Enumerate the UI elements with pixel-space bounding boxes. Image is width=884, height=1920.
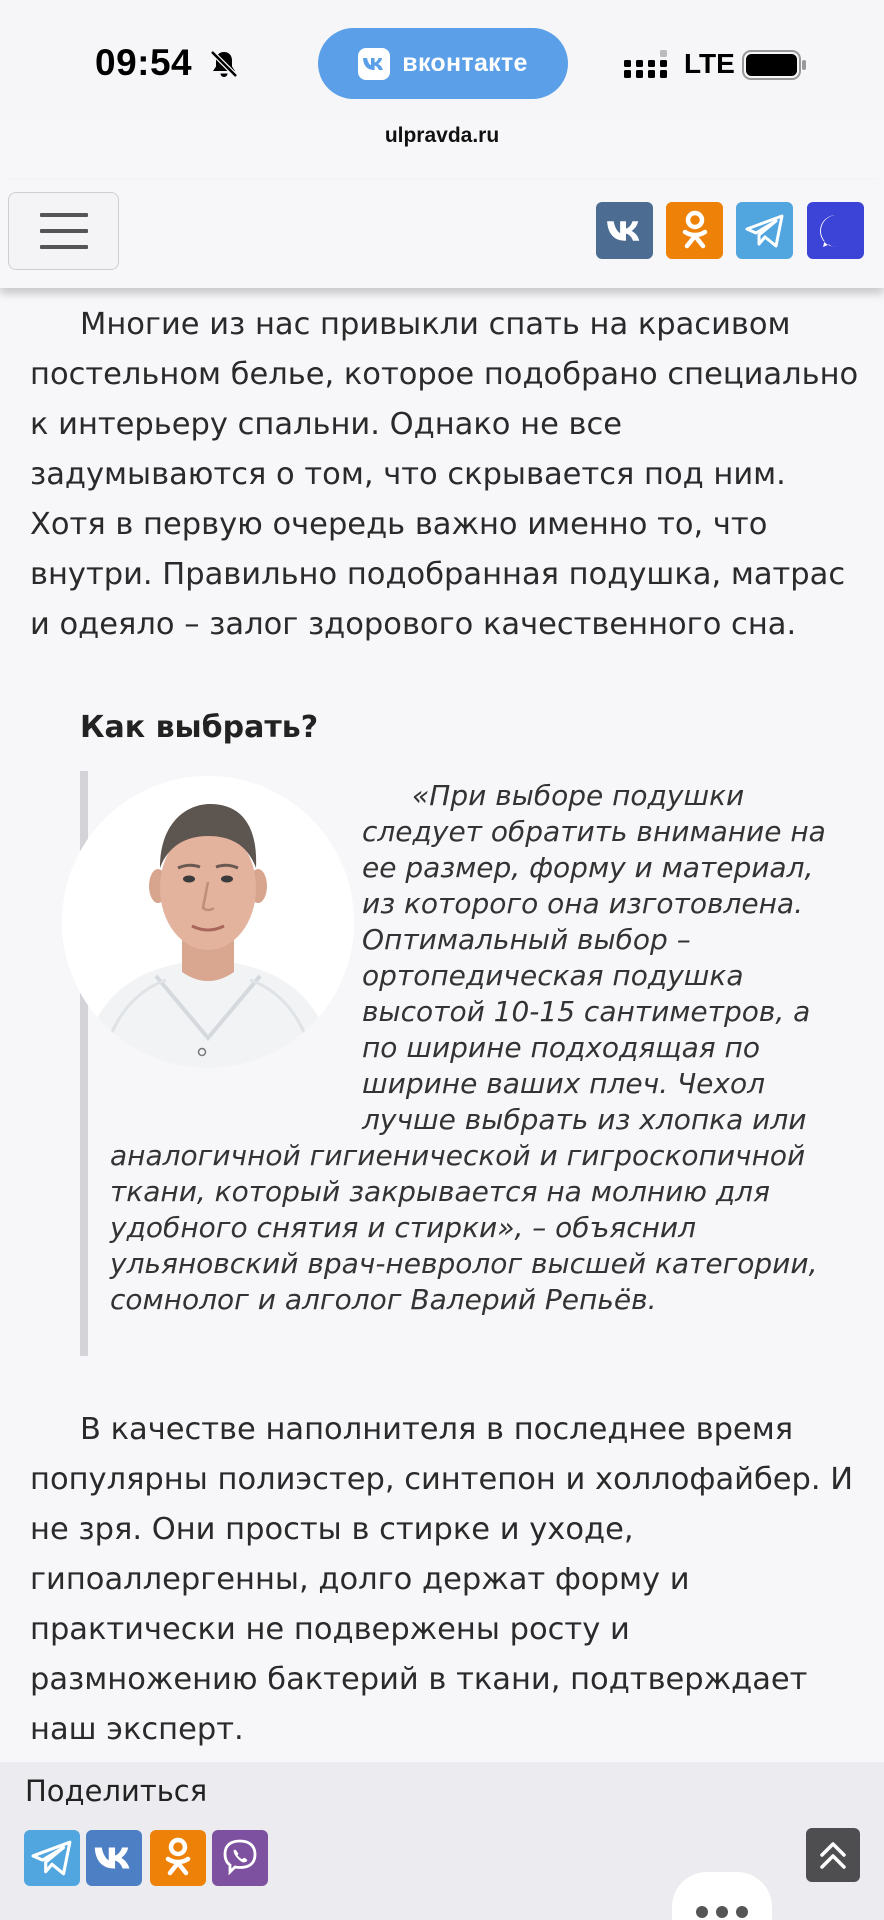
share-viber-button[interactable] [212, 1830, 268, 1886]
double-chevron-up-icon [817, 1839, 849, 1871]
blockquote-text: «При выборе подушки следует обратить внимание на ее размер, форму и материал, из которого она изготовлена. Оптимальный выбор – ортопедическая подушка высотой 10-15 сантиметров, а по ширине подходящая по ширине ваших плеч. Чехол лучше выбрать из хлопка или аналогичной гигиенической и гигроскопичной ткани, который закрывается на молнию для удобного снятия и стирки», – объяснил ульяновский врач-невролог высшей категории, сомнолог и алголог Валерий Репьёв. [110, 779, 826, 1316]
ok-social-link[interactable] [666, 202, 723, 259]
viber-icon [218, 1836, 262, 1880]
vk-social-link[interactable] [596, 202, 653, 259]
share-ok-button[interactable] [150, 1830, 206, 1886]
menu-button[interactable] [8, 192, 119, 270]
more-button[interactable] [672, 1872, 772, 1920]
telegram-icon [31, 1839, 73, 1877]
vk-icon [358, 48, 390, 80]
share-bar [0, 1762, 884, 1920]
max-icon [815, 210, 857, 252]
menu-icon [40, 213, 88, 217]
network-type: LTE [684, 48, 735, 79]
telegram-icon [745, 213, 785, 249]
article-paragraph: Многие из нас привыкли спать на красивом постельном белье, которое подобрано специально к интерьеру спальни. Однако не все задумываются о том, что скрывается под ним. Хотя в первую очередь важно именно то, что внутри. Правильно подобранная подушка, матрас и одеяло – залог здорового качественного сна. [30, 307, 859, 642]
scroll-to-top-button[interactable] [806, 1828, 860, 1882]
url-bar[interactable]: ulpravda.ru [384, 124, 500, 147]
max-social-link[interactable] [807, 202, 864, 259]
status-time: 09:54 [95, 42, 193, 83]
vk-icon [93, 1844, 135, 1872]
vk-pill-label: вконтакте [402, 49, 528, 77]
battery-icon [742, 50, 808, 80]
telegram-social-link[interactable] [736, 202, 793, 259]
site-header [0, 180, 884, 288]
article-subheading: Как выбрать? [80, 710, 319, 745]
share-vk-button[interactable] [86, 1830, 142, 1886]
signal-icon [624, 50, 668, 80]
ok-icon [680, 210, 710, 252]
status-bar [0, 0, 884, 147]
vk-icon [605, 218, 645, 244]
article-paragraph: В качестве наполнителя в последнее время популярны полиэстер, синтепон и холлофайбер. И не зря. Они просты в стирке и уходе, гипоаллергенны, долго держат форму и практически не подвержены росту и размножению бактерий в ткани, подтверждает наш эксперт. [30, 1412, 854, 1747]
share-label: Поделиться [25, 1774, 208, 1808]
share-telegram-button[interactable] [24, 1830, 80, 1886]
more-icon [696, 1906, 708, 1918]
vk-app-pill[interactable] [318, 28, 568, 99]
blockquote [110, 778, 850, 1318]
ok-icon [163, 1837, 193, 1879]
bell-off-icon [208, 48, 240, 80]
